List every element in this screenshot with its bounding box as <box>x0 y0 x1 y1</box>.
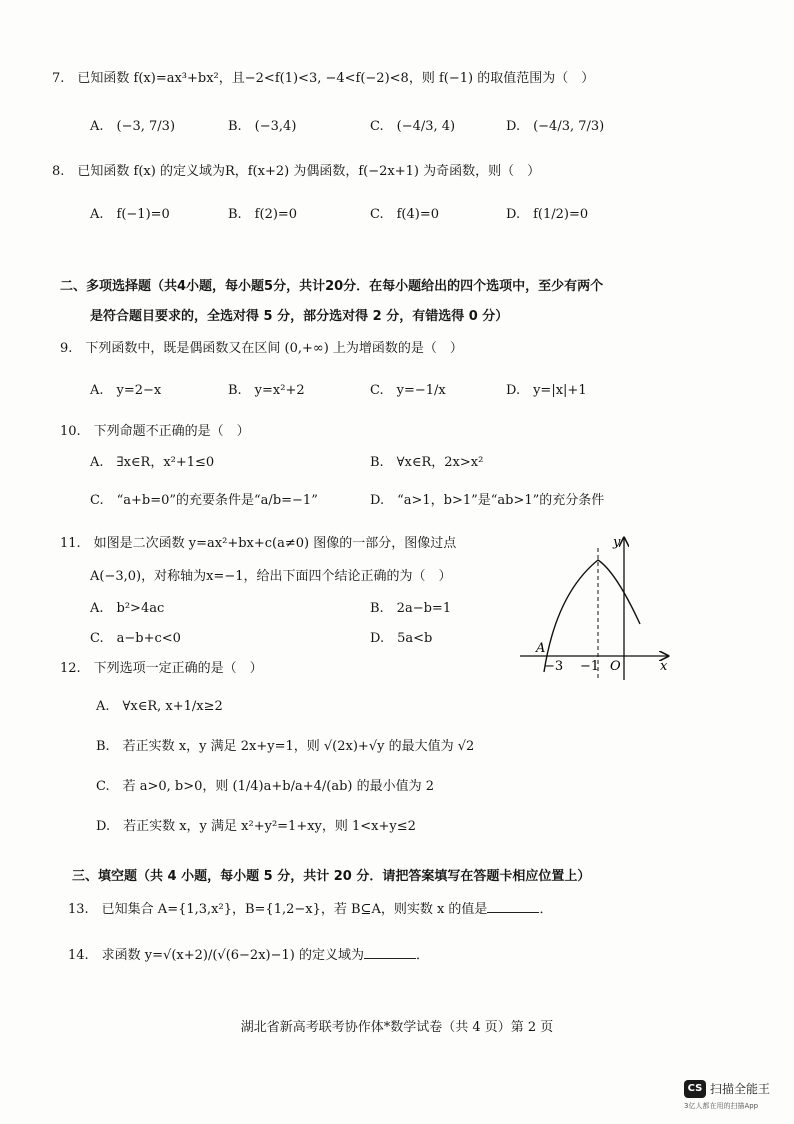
q13-answer-blank[interactable] <box>487 900 539 913</box>
q12-stem: 12. 下列选项一定正确的是（ ） <box>60 661 263 676</box>
section3-heading: 三、填空题（共 4 小题，每小题 5 分，共计 20 分．请把答案填写在答题卡相应位置上） <box>72 869 591 884</box>
q11-option-a: A. b²>4ac <box>90 601 165 616</box>
q9-option-a: A. y=2−x <box>90 383 162 398</box>
q7-option-a: A. (−3, 7/3) <box>90 119 176 134</box>
q10-stem: 10. 下列命题不正确的是（ ） <box>60 424 250 439</box>
q10-option-d: D. “a>1，b>1”是“ab>1”的充分条件 <box>370 493 605 508</box>
q10-option-c: C. “a+b=0”的充要条件是“a/b=−1” <box>90 493 318 508</box>
q14-stem: 14. 求函数 y=√(x+2)/(√(6−2x)−1) 的定义域为 <box>68 948 364 963</box>
q12-option-b: B. 若正实数 x，y 满足 2x+y=1，则 √(2x)+√y 的最大值为 √2 <box>96 739 475 754</box>
q11-option-d: D. 5a<b <box>370 631 433 646</box>
q9-option-c: C. y=−1/x <box>370 383 446 398</box>
q8-option-d: D. f(1/2)=0 <box>506 207 589 222</box>
q14-end: ． <box>415 948 429 963</box>
q14-stem-row <box>68 946 429 965</box>
q7-stem: 7. 已知函数 f(x)=ax³+bx²，且−2<f(1)<3, −4<f(−2)<8，则 f(−1) 的取值范围为（ ） <box>52 71 595 86</box>
graph-label-origin: O <box>610 659 621 674</box>
q8-option-a: A. f(−1)=0 <box>90 207 170 222</box>
q13-end: ． <box>539 902 553 917</box>
q10-option-a: A. ∃x∈R，x²+1≤0 <box>90 455 215 470</box>
q10-option-b: B. ∀x∈R，2x>x² <box>370 455 484 470</box>
q11-stem-line2: A(−3,0)，对称轴为x=−1，给出下面四个结论正确的为（ ） <box>90 569 452 584</box>
q11-option-c: C. a−b+c<0 <box>90 631 181 646</box>
q8-option-c: C. f(4)=0 <box>370 207 440 222</box>
q12-option-c: C. 若 a>0, b>0，则 (1/4)a+b/a+4/(ab) 的最小值为 2 <box>96 779 435 794</box>
graph-label-neg1: −1 <box>580 659 600 674</box>
q12-option-a: A. ∀x∈R, x+1/x≥2 <box>96 699 223 714</box>
q11-stem-line1: 11. 如图是二次函数 y=ax²+bx+c(a≠0) 图像的一部分，图像过点 <box>60 536 457 551</box>
q11-option-b: B. 2a−b=1 <box>370 601 452 616</box>
q13-stem: 13. 已知集合 A={1,3,x²}，B={1,2−x}，若 B⊆A，则实数 x 的值是 <box>68 902 488 917</box>
q8-stem: 8. 已知函数 f(x) 的定义域为R，f(x+2) 为偶函数，f(−2x+1) 为奇函数，则（ ） <box>52 164 541 179</box>
parabola-curve <box>544 560 640 672</box>
q8-option-b: B. f(2)=0 <box>228 207 298 222</box>
brand-name: 扫描全能王 <box>710 1082 771 1096</box>
q13-stem-row <box>68 900 552 919</box>
section2-instructions: 是符合题目要求的，全选对得 5 分，部分选对得 2 分，有错选得 0 分） <box>90 309 509 324</box>
q7-option-c: C. (−4/3, 4) <box>370 119 456 134</box>
q11-parabola-graph <box>516 530 676 690</box>
q9-option-b: B. y=x²+2 <box>228 383 305 398</box>
q7-option-b: B. (−3,4) <box>228 119 297 134</box>
q9-stem: 9. 下列函数中，既是偶函数又在区间 (0,+∞) 上为增函数的是（ ） <box>60 341 463 356</box>
q12-option-d: D. 若正实数 x，y 满足 x²+y²=1+xy，则 1<x+y≤2 <box>96 819 416 834</box>
q7-option-d: D. (−4/3, 7/3) <box>506 119 605 134</box>
graph-label-A: A <box>536 641 546 656</box>
brand-tagline: 3亿人都在用的扫描App <box>684 1102 759 1110</box>
graph-label-x: x <box>660 659 668 674</box>
q9-option-d: D. y=|x|+1 <box>506 383 587 398</box>
camscanner-logo-icon: CS <box>684 1080 706 1098</box>
section2-heading: 二、多项选择题（共4小题，每小题5分，共计20分．在每小题给出的四个选项中，至少有两个 <box>60 279 604 294</box>
q14-answer-blank[interactable] <box>364 946 416 959</box>
graph-label-neg3: −3 <box>544 659 564 674</box>
graph-label-y: y <box>613 535 621 550</box>
page-footer: 湖北省新高考联考协作体*数学试卷（共 4 页）第 2 页 <box>240 1020 554 1035</box>
